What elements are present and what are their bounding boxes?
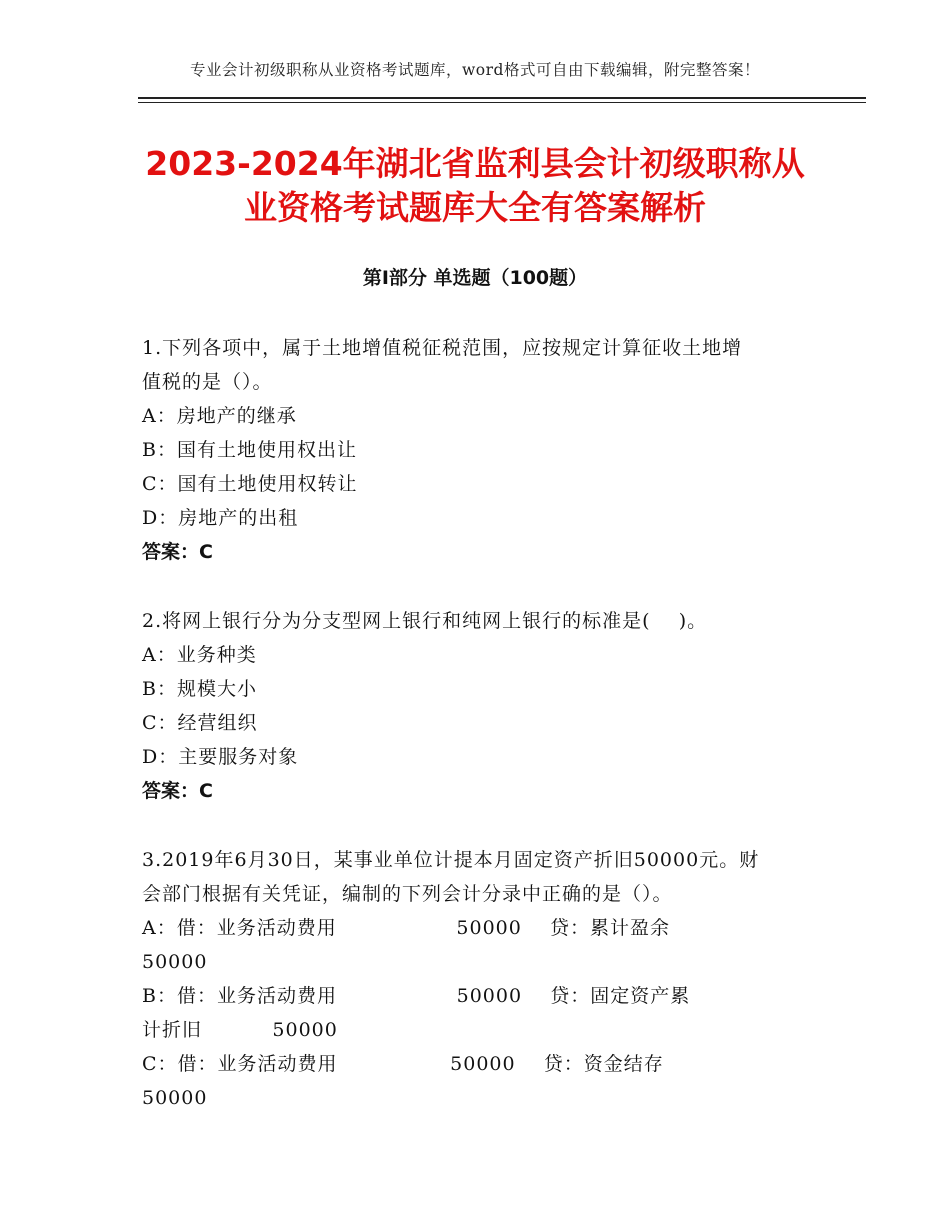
option-a: A：房地产的继承 <box>142 405 297 427</box>
option-c: C：借：业务活动费用 50000 贷：资金结存 <box>142 1053 664 1075</box>
question-stem: 2.将网上银行分为分支型网上银行和纯网上银行的标准是( )。 <box>142 610 708 632</box>
question-3 <box>142 843 812 1115</box>
question-stem: 会部门根据有关凭证，编制的下列会计分录中正确的是（）。 <box>142 883 673 905</box>
section-heading: 第Ⅰ部分 单选题（100题） <box>362 267 588 289</box>
question-2 <box>142 604 812 808</box>
option-a-continued: 50000 <box>142 951 208 973</box>
title-line-1: 2023-2024年湖北省监利县会计初级职称从 <box>145 144 805 183</box>
option-c-continued: 50000 <box>142 1087 208 1109</box>
question-1 <box>142 331 812 569</box>
header-rule-thin <box>138 102 866 103</box>
option-b: B：国有土地使用权出让 <box>142 439 357 461</box>
answer: 答案：C <box>142 780 213 802</box>
option-c: C：经营组织 <box>142 712 258 734</box>
option-c: C：国有土地使用权转让 <box>142 473 358 495</box>
option-d: D：房地产的出租 <box>142 507 299 529</box>
header-rule-thick <box>138 97 866 99</box>
option-b-continued: 计折旧 50000 <box>142 1019 338 1041</box>
answer: 答案：C <box>142 541 213 563</box>
option-d: D：主要服务对象 <box>142 746 299 768</box>
option-a: A：借：业务活动费用 50000 贷：累计盈余 <box>142 917 670 939</box>
question-stem: 1.下列各项中，属于土地增值税征税范围，应按规定计算征收土地增 <box>142 337 743 359</box>
page-header: 专业会计初级职称从业资格考试题库，word格式可自由下载编辑，附完整答案！ <box>190 61 760 79</box>
option-b: B：规模大小 <box>142 678 257 700</box>
option-b: B：借：业务活动费用 50000 贷：固定资产累 <box>142 985 691 1007</box>
document-title <box>0 142 950 230</box>
option-a: A：业务种类 <box>142 644 257 666</box>
question-stem: 3.2019年6月30日，某事业单位计提本月固定资产折旧50000元。财 <box>142 849 760 871</box>
question-stem: 值税的是（）。 <box>142 371 273 393</box>
title-line-2: 业资格考试题库大全有答案解析 <box>244 188 706 227</box>
